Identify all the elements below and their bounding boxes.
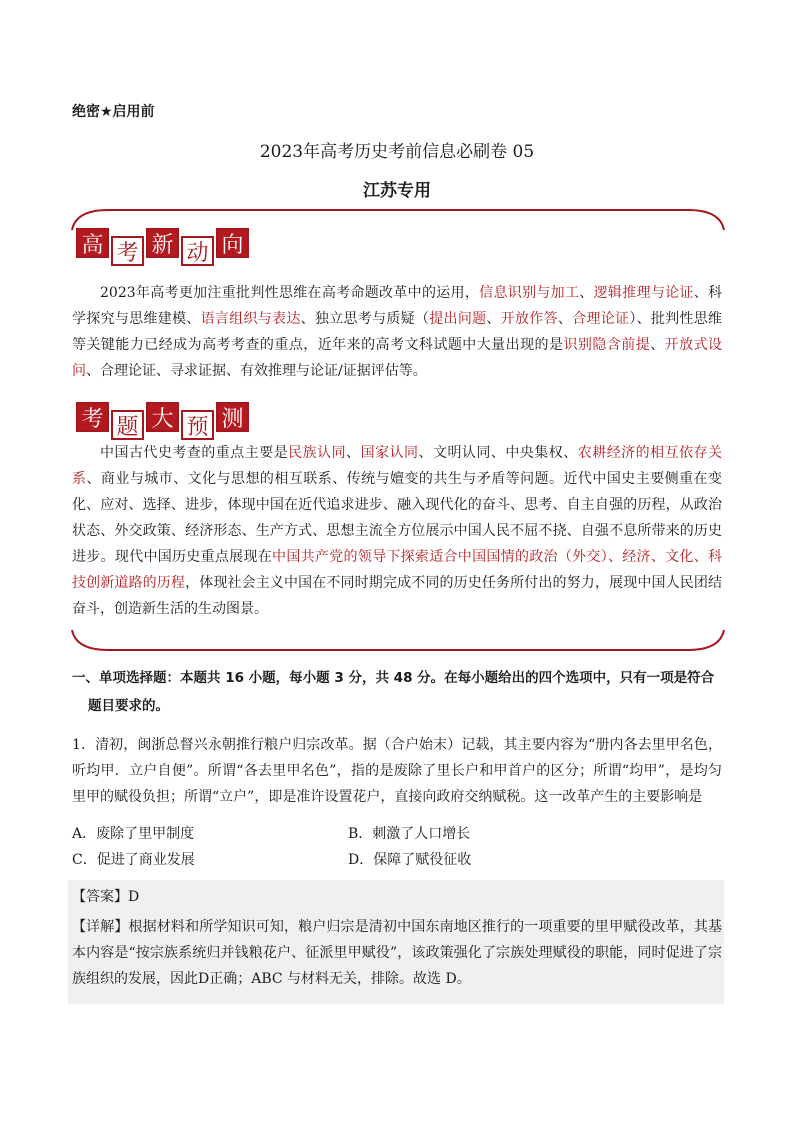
badge-char: 题 bbox=[111, 410, 144, 440]
option-a: A．废除了里甲制度 bbox=[72, 826, 195, 842]
trend-paragraph: 2023年高考更加注重批判性思维在高考命题改革中的运用，信息识别与加工、逻辑推理与论证、科学探究与思维建模、语言组织与表达、独立思考与质疑（提出问题、开放作答、合理论证）、批判性思维等关键能力已经成为高考考查的重点，近年来的高考文科试题中大量出现的是识别隐含前提、开放式设问、合理论证、寻求证据、有效推理与论证/证据评估等。 bbox=[72, 285, 723, 379]
option-c: C．促进了商业发展 bbox=[72, 852, 195, 868]
question-options bbox=[72, 820, 722, 872]
badge-char: 高 bbox=[76, 228, 109, 258]
badge-exam-prediction bbox=[76, 402, 249, 440]
page-subtitle: 江苏专用 bbox=[363, 181, 431, 201]
badge-char: 向 bbox=[216, 228, 249, 258]
badge-char: 大 bbox=[146, 402, 179, 432]
option-d: D．保障了赋役征收 bbox=[348, 852, 472, 868]
badge-char: 测 bbox=[216, 402, 249, 432]
badge-char: 预 bbox=[181, 410, 214, 440]
badge-char: 动 bbox=[181, 236, 214, 266]
section-heading: 一、单项选择题：本题共 16 小题，每小题 3 分，共 48 分。在每小题给出的四个选项中，只有一项是符合 题目要求的。 bbox=[72, 670, 715, 714]
prediction-paragraph: 中国古代史考查的重点主要是民族认同、国家认同、文明认同、中央集权、农耕经济的相互依存关系、商业与城市、文化与思想的相互联系、传统与嬗变的共生与矛盾等问题。近代中国史主要侧重在变化、应对、选择、进步，体现中国在近代追求进步、融入现代化的奋斗、思考、自主自强的历程，从政治状态、外交政策、经济形态、生产方式、思想主流全方位展示中国人民不屈不挠、自强不息所带来的历史进步。现代中国历史重点展现在中国共产党的领导下探索适合中国国情的政治（外交）、经济、文化、科技创新道路的历程，体现社会主义中国在不同时期完成不同的历史任务所付出的努力，展现中国人民团结奋斗，创造新生活的生动图景。 bbox=[72, 445, 723, 617]
frame-bottom-arc bbox=[68, 628, 728, 654]
answer-label: 【答案】D bbox=[72, 889, 140, 905]
badge-char: 考 bbox=[76, 402, 109, 432]
badge-char: 考 bbox=[111, 236, 144, 266]
page-title: 2023年高考历史考前信息必刷卷 05 bbox=[259, 142, 535, 162]
answer-detail: 【详解】根据材料和所学知识可知，粮户归宗是清初中国东南地区推行的一项重要的里甲赋役改革，其基本内容是“按宗族系统归并钱粮花户、征派里甲赋役”，该政策强化了宗族处理赋役的职能，同时促进了宗族组织的发展，因此D正确；ABC 与材料无关，排除。故选 D。 bbox=[72, 919, 722, 987]
question-stem: 1．清初，闽浙总督兴永朝推行粮户归宗改革。据（合户始末）记载，其主要内容为“册内各去里甲名色，听均甲．立户自便”。所谓“各去里甲名色”，指的是废除了里长户和甲首户的区分；所谓“均甲”，是均匀里甲的赋役负担；所谓“立户”，即是准许设置花户，直接向政府交纳赋税。这一改革产生的主要影响是 bbox=[72, 737, 722, 805]
badge-char: 新 bbox=[146, 228, 179, 258]
badge-exam-trend bbox=[76, 228, 249, 266]
confidential-mark: 绝密★启用前 bbox=[72, 104, 155, 120]
option-b: B．刺激了人口增长 bbox=[348, 826, 471, 842]
